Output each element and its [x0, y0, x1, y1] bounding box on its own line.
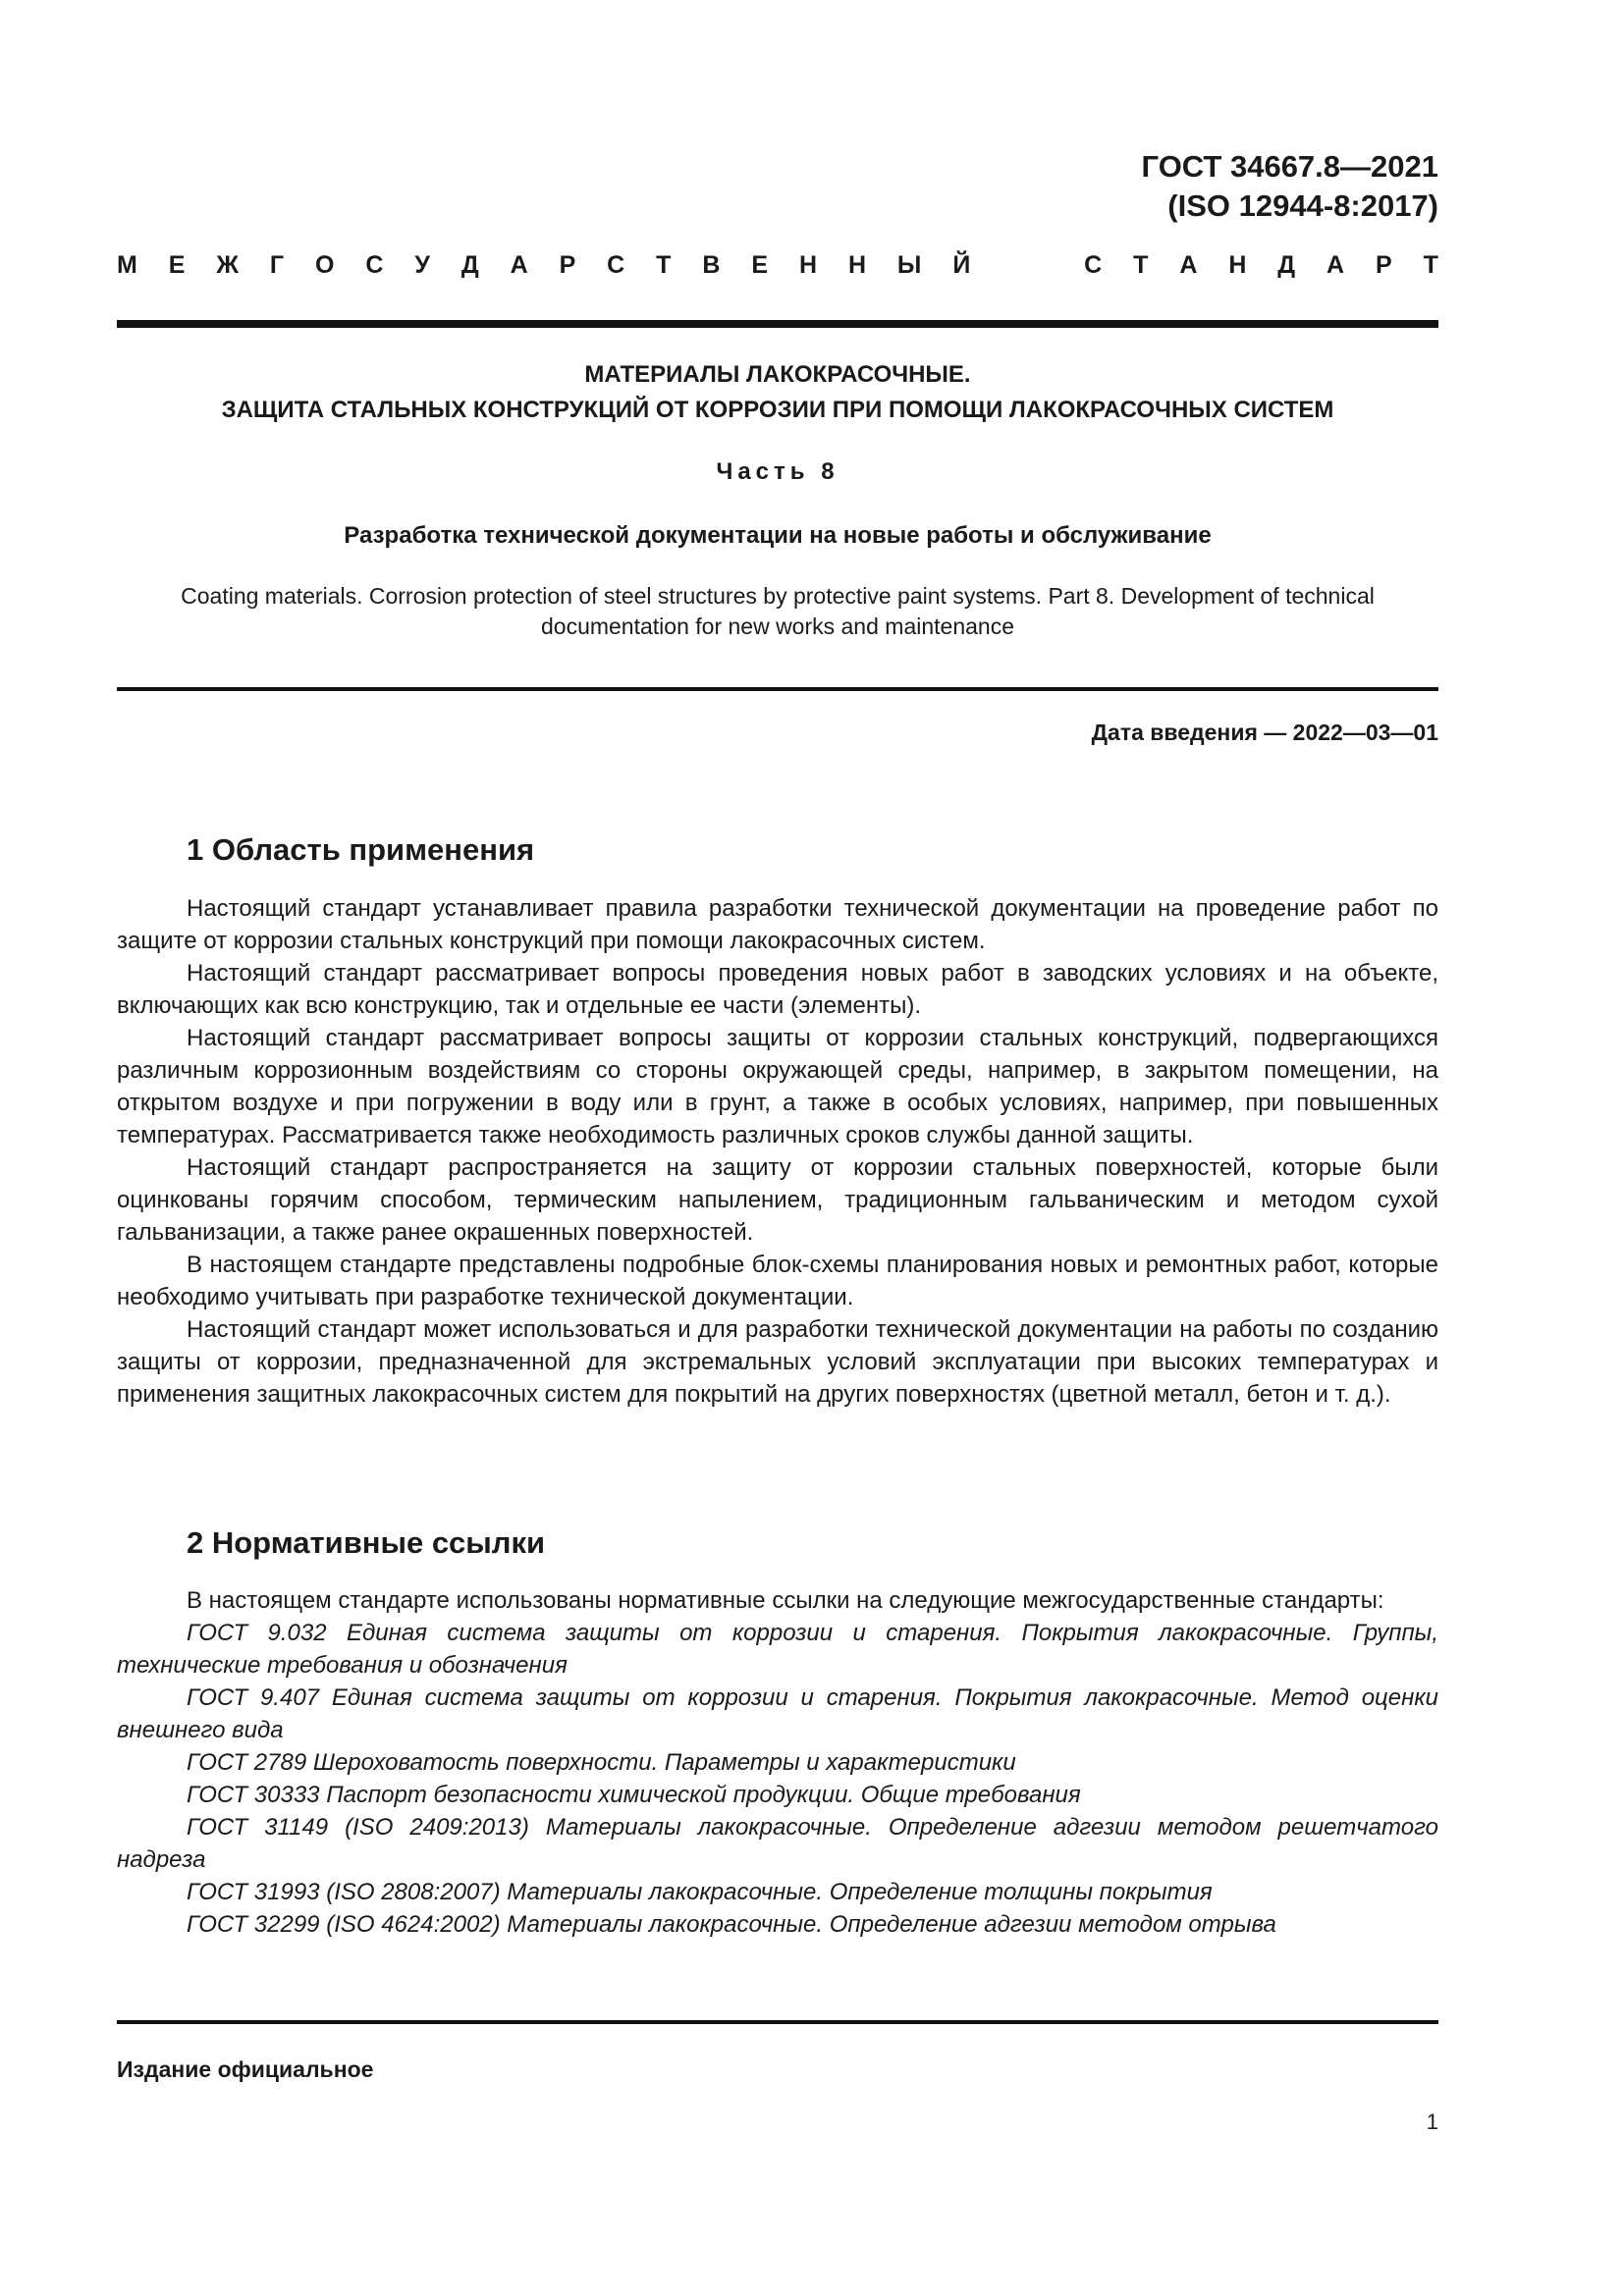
- english-title-line-2: documentation for new works and maintenance: [540, 614, 1014, 639]
- heading-letter: В: [702, 251, 721, 279]
- paragraph: Настоящий стандарт распространяется на защиту от коррозии стальных поверхностей, которые были оцинкованы горячим способом, термическим напылением, традиционным гальваническим и методом сухой гальванизации, а также ранее окрашенных поверхностей.: [117, 1154, 1438, 1246]
- heading-letter: Н: [798, 251, 818, 279]
- heading-letter: Д: [1277, 251, 1296, 279]
- interstate-standard-heading: [117, 251, 1438, 280]
- gost-number: [1142, 147, 1438, 226]
- header-rule: [117, 320, 1438, 328]
- heading-letter: Т: [1133, 251, 1149, 279]
- heading-letter: С: [607, 251, 625, 279]
- heading-letter: С: [1084, 251, 1103, 279]
- heading-letter: А: [510, 251, 528, 279]
- heading-letter: С: [365, 251, 384, 279]
- section-1-heading: 1 Область применения: [187, 832, 535, 867]
- heading-letter: Н: [847, 251, 866, 279]
- title-line-1: МАТЕРИАЛЫ ЛАКОКРАСОЧНЫЕ.: [584, 361, 971, 388]
- heading-letter: А: [1326, 251, 1345, 279]
- heading-letter: Е: [168, 251, 186, 279]
- paragraph: Настоящий стандарт рассматривает вопросы защиты от коррозии стальных конструкций, подвергающихся различным коррозионным воздействиям со стороны окружающей среды, например, в закрытом помещении, на открытом воздухе и при погружении в воду или в грунт, а также в особых условиях, например, при повышенных температурах. Рассматривается также необходимость различных сроков службы данной защиты.: [117, 1025, 1438, 1148]
- heading-letter: Р: [559, 251, 576, 279]
- gost-number-line2: (ISO 12944-8:2017): [1167, 188, 1438, 223]
- official-edition-label: Издание официальное: [117, 2056, 374, 2082]
- heading-letter: Н: [1228, 251, 1247, 279]
- reference-item: ГОСТ 9.032 Единая система защиты от коррозии и старения. Покрытия лакокрасочные. Группы, технические требования и обозначения: [117, 1620, 1438, 1679]
- paragraph: Настоящий стандарт рассматривает вопросы проведения новых работ в заводских условиях и на объекте, включающих как всю конструкцию, так и отдельные ее части (элементы).: [117, 960, 1438, 1019]
- section-2-body: [117, 1584, 1438, 1941]
- heading-letter: А: [1179, 251, 1198, 279]
- reference-item: ГОСТ 9.407 Единая система защиты от коррозии и старения. Покрытия лакокрасочные. Метод оценки внешнего вида: [117, 1684, 1438, 1743]
- heading-letter: Т: [656, 251, 672, 279]
- paragraph: В настоящем стандарте использованы нормативные ссылки на следующие межгосударственные стандарты:: [187, 1587, 1384, 1614]
- paragraph: Настоящий стандарт может использоваться и для разработки технической документации на работы по созданию защиты от коррозии, предназначенной для экстремальных условий эксплуатации при высоких температурах и применения защитных лакокрасочных систем для покрытий на других поверхностях (цветной металл, бетон и т. д.).: [117, 1316, 1438, 1408]
- heading-letter: М: [117, 251, 137, 279]
- word-gap: [1001, 251, 1053, 280]
- page-number: 1: [1426, 2109, 1438, 2134]
- heading-letter: Ж: [216, 251, 239, 279]
- heading-letter: Т: [1423, 251, 1438, 279]
- heading-letter: У: [414, 251, 430, 279]
- heading-letter: Й: [952, 251, 971, 279]
- section-2-heading: 2 Нормативные ссылки: [187, 1525, 546, 1560]
- introduction-date: Дата введения — 2022—03—01: [1091, 720, 1438, 745]
- paragraph: Настоящий стандарт устанавливает правила разработки технической документации на проведение работ по защите от коррозии стальных конструкций при помощи лакокрасочных систем.: [117, 895, 1438, 954]
- english-title-line-1: Coating materials. Corrosion protection of steel structures by protective paint systems. Part 8. Development of technical: [181, 583, 1375, 609]
- reference-item: ГОСТ 2789 Шероховатость поверхности. Параметры и характеристики: [187, 1749, 1016, 1776]
- paragraph: В настоящем стандарте представлены подробные блок-схемы планирования новых и ремонтных работ, которые необходимо учитывать при разработке технической документации.: [117, 1252, 1438, 1310]
- heading-letter: Ы: [896, 251, 922, 279]
- heading-letter: Р: [1376, 251, 1392, 279]
- heading-letter: Г: [269, 251, 285, 279]
- title-rule: [117, 687, 1438, 691]
- title-line-2: ЗАЩИТА СТАЛЬНЫХ КОНСТРУКЦИЙ ОТ КОРРОЗИИ ПРИ ПОМОЩИ ЛАКОКРАСОЧНЫХ СИСТЕМ: [221, 397, 1334, 423]
- reference-item: ГОСТ 31149 (ISO 2409:2013) Материалы лакокрасочные. Определение адгезии методом решетчатого надреза: [117, 1814, 1438, 1873]
- english-title: [117, 581, 1438, 642]
- heading-letter: О: [315, 251, 335, 279]
- title-block: [117, 357, 1438, 428]
- heading-letter: Д: [460, 251, 479, 279]
- section-1-body: [117, 892, 1438, 1411]
- reference-item: ГОСТ 31993 (ISO 2808:2007) Материалы лакокрасочные. Определение толщины покрытия: [187, 1879, 1213, 1905]
- reference-item: ГОСТ 32299 (ISO 4624:2002) Материалы лакокрасочные. Определение адгезии методом отрыва: [187, 1911, 1276, 1938]
- reference-item: ГОСТ 30333 Паспорт безопасности химической продукции. Общие требования: [187, 1782, 1081, 1808]
- footer-rule: [117, 2020, 1438, 2024]
- part-label: Часть 8: [716, 458, 839, 485]
- subtitle: Разработка технической документации на новые работы и обслуживание: [344, 522, 1212, 549]
- heading-letter: Е: [751, 251, 769, 279]
- gost-number-line1: ГОСТ 34667.8—2021: [1141, 149, 1438, 184]
